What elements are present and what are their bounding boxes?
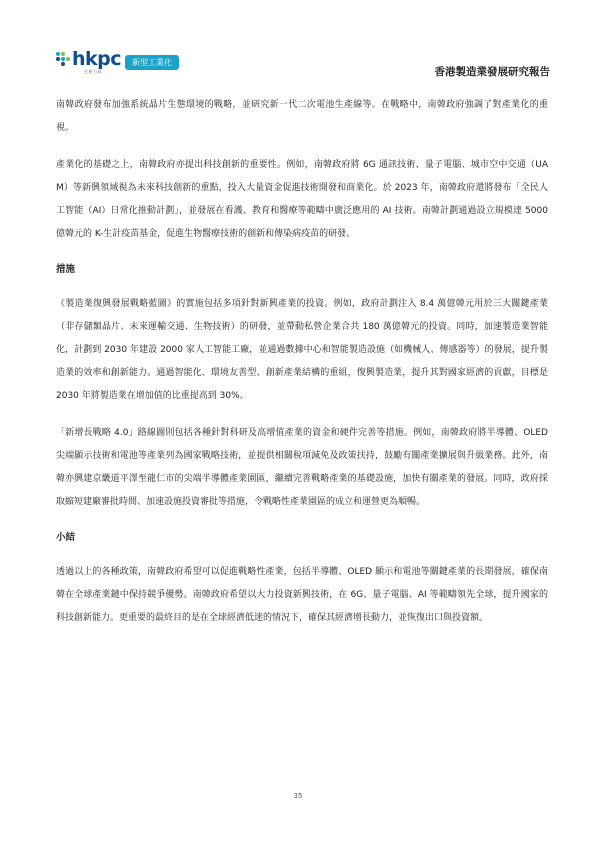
section-heading-summary: 小結 [56,532,76,543]
page-header [56,50,550,80]
section-heading-measures: 措施 [56,264,76,275]
paragraph: 《製造業復興發展戰略藍圖》的實施包括多項針對新興產業的投資。例如，政府計劃注入 8.4 萬億韓元用於三大關鍵產業（非存儲類晶片、未來運輸交通、生物技術）的研發，並帶動私營企業合共 180 萬億韓元的投資。同時，加速製造業智能化，計劃到 2030 年建設 2000 家人工智能工廠，並通過數據中心和智能製造設施（如機械人、傳感器等）的發展，提升製造業的效率和創新能力。通過智能化、環境友善型、創新產業結構的重組，復興製造業，提升其對國家經濟的貢獻，目標是 2030 年將製造業在增加值的比重提高到 30%。 [56,299,548,401]
hkpc-logo [56,50,179,80]
paragraph: 南韓政府發布加強系統晶片生態環境的戰略，並研究新一代二次電池生產線等。在戰略中，南韓政府強調了對產業化的重視。 [56,100,548,133]
report-title: 香港製造業發展研究報告 [434,66,550,78]
page-number: 35 [293,792,303,800]
paragraph: 產業化的基礎之上，南韓政府亦提出科技創新的重要性。例如，南韓政府將 6G 通訊技術、量子電腦、城市空中交通（UAM）等新興領域視為未來科技創新的重點，投入大量資金促進技術開發和商業化。於 2023 年，南韓政府還將發布「全民人工智能（AI）日常化推動計劃」，並發展在看護、教育和醫療等範疇中廣泛應用的 AI 技術。南韓計劃通過設立規模達 5000 億韓元的 K-生計疫苗基金，促進生物醫療技術的創新和傳染病疫苗的研發。 [56,160,548,239]
logo-wordmark [72,50,121,69]
logo-badge: 新型工業化 [125,55,179,70]
page-content [56,94,548,630]
logo-dots-icon [56,52,70,66]
paragraph: 「新增長戰略 4.0」路線圖則包括各種針對科研及高增值產業的資金和硬件完善等措施。例如，南韓政府將半導體、OLED 尖端顯示技術和電池等產業列為國家戰略技術，並提供相關稅項減免及政策扶持，鼓勵有關產業擴展與升級業務。此外，南韓亦興建京畿道平澤至龍仁市的尖端半導體產業園區，繼續完善戰略產業的基礎設施，加快有關產業的發展。同時，政府採取縮短建廠審批時間、加速設施投資審批等措施，令戰略性產業園區的成立和運營更為順暢。 [56,428,548,507]
logo-subtext: 生產力局 [84,69,102,74]
logo-text: hkpc [72,48,122,70]
paragraph: 透過以上的各種政策，南韓政府希望可以促進戰略性產業，包括半導體、OLED 顯示和電池等關鍵產業的長期發展，確保南韓在全球產業鏈中保持競爭優勢。南韓政府希望以大力投資新興技術，在 6G、量子電腦、AI 等範疇領先全球，提升國家的科技創新能力。更重要的最終目的是在全球經濟低迷的情況下，確保其經濟增長動力，並恢復出口與投資額。 [56,567,548,623]
